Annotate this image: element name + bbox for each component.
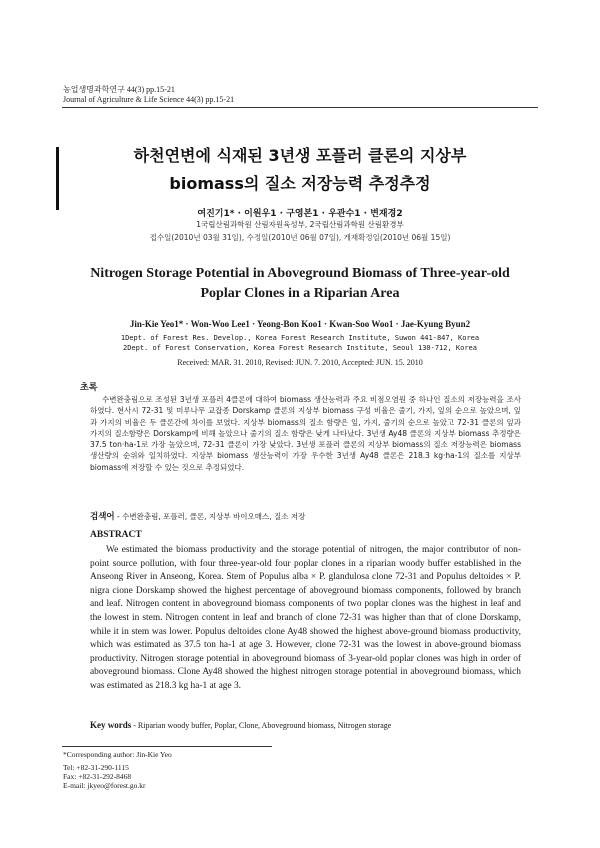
english-title-line2: Poplar Clones in a Riparian Area <box>200 286 400 301</box>
english-authors: Jin-Kie Yeo1* · Won-Woo Lee1 · Yeong-Bon Koo1 · Kwan-Soo Woo1 · Jae-Kyung Byun2 <box>129 319 471 329</box>
english-keywords <box>90 720 530 730</box>
korean-authors: 여진기1* · 이원우1 · 구영본1 · 우관수1 · 변재경2 <box>197 209 403 219</box>
footnote-fax: Fax: +82-31-292-8468 <box>63 772 132 781</box>
header-rule <box>62 107 538 108</box>
korean-dates: 접수일(2010년 03월 31일), 수정일(2010년 06월 07일), 게재확정일(2010년 06월 15일) <box>149 233 451 242</box>
korean-abstract-heading: 초록 <box>80 383 98 393</box>
footnote-tel: Tel: +82-31-290-1115 <box>63 763 129 772</box>
korean-keywords-label: 검색어 <box>90 512 115 522</box>
korean-keywords <box>90 510 305 522</box>
title-sidebar-bar <box>56 147 59 210</box>
english-keywords-label: Key words <box>90 720 132 730</box>
korean-affiliation: 1국립산림과학원 산림자원육성부, 2국립산림과학원 산림환경부 <box>196 220 404 229</box>
korean-title-line1: 하천연변에 식재된 3년생 포플러 클론의 지상부 <box>133 146 467 165</box>
korean-abstract-body: 수변완충림으로 조성된 3년생 포플러 4클론에 대하여 biomass 생산능력과 주요 비점오염원 중 하나인 질소의 저장능력을 조사하였다. 현사시 72-31 및 미루나무 교잡종 Dorskamp 클론의 지상부 biomass 구성 비율은 줄기, 가지, 잎의 순으로 높았으며, 잎과 가지의 비율은 두 클론간에 차이를 보였다. 지상부 biomass의 질소 함량은 잎, 가지, 줄기의 순으로 높았고 72-31 클론의 잎과 가지의 질소함량은 Dorskamp에 비해 높았으나 줄기의 질소 함량은 낮게 나타났다. 3년생 Ay48 클론의 지상부 biomass 추정량은 37.5 ton·ha-1로 가장 높았으며, 72-31 클론이 가장 낮았다. 3년생 포플러 클론의 지상부 biomass의 질소 저장능력은 biomass 생산량의 순위와 일치하였다. 지상부 biomass 생산능력이 가장 우수한 3년생 Ay48 클론은 218.3 kg·ha-1의 질소를 지상부 biomass에 저장할 수 있는 것으로 추정되었다. <box>90 395 521 472</box>
journal-header-korean: 농업생명과학연구 44(3) pp.15-21 <box>63 85 175 94</box>
corresponding-author: *Corresponding author: Jin-Kie Yeo <box>63 750 172 759</box>
english-dates: Received: MAR. 31. 2010, Revised: JUN. 7. 2010, Accepted: JUN. 15. 2010 <box>177 358 423 367</box>
english-keywords-text: - Riparian woody buffer, Poplar, Clone, Aboveground biomass, Nitrogen storage <box>131 721 392 730</box>
english-abstract-heading: ABSTRACT <box>90 530 142 540</box>
korean-keywords-text: - 수변완충림, 포플러, 클론, 지상부 바이오매스, 질소 저장 <box>114 512 306 521</box>
english-abstract-body: We estimated the biomass productivity and the storage potential of nitrogen, the major contributor of non-point source pollution, with four three-year-old four poplar clones in a riparian woody buffer established in the Anseong River in Anseong, Korea. Stem of Populus alba × P. glandulosa clone 72-31 and Populus deltoides × P. nigra cione Dorskamp showed the highest percentage of aboveground biomass components, followed by branch and leaf. Nitrogen content in aboveground biomass components of two poplar clones was the highest in leaf and the lowest in stem. Nitrogen content in leaf and branch of clone 72-31 was higher than that of clone Dorskamp, while it in stem was lower. Populus deltoides clone Ay48 showed the highest above-ground biomass productivity, which was estimated as 37.5 ton ha-1 at age 3. However, clone 72-31 was the lowest in above-ground biomass productivity. Nitrogen storage potential in aboveground biomass of 3-year-old poplar clones was high in order of aboveground biomass. Clone Ay48 showed the highest nitrogen storage potential in aboveground biomass, which was estimated as 218.3 kg ha-1 at age 3. <box>90 545 521 691</box>
english-title-line1: Nitrogen Storage Potential in Aboveground Biomass of Three-year-old <box>90 266 510 281</box>
korean-title-line2: biomass의 질소 저장능력 추정추정 <box>169 174 431 193</box>
footnote-email: E-mail: jkyeo@forest.go.kr <box>63 781 146 790</box>
english-affiliation-2: 2Dept. of Forest Conservation, Korea Forest Research Institute, Seoul 130-712, Korea <box>122 344 477 352</box>
footnote-rule <box>62 746 272 747</box>
english-affiliation-1: 1Dept. of Forest Res. Develop., Korea Forest Research Institute, Suwon 441-847, Korea <box>120 334 480 342</box>
journal-header-english: Journal of Agriculture & Life Science 44(3) pp.15-21 <box>63 95 235 104</box>
